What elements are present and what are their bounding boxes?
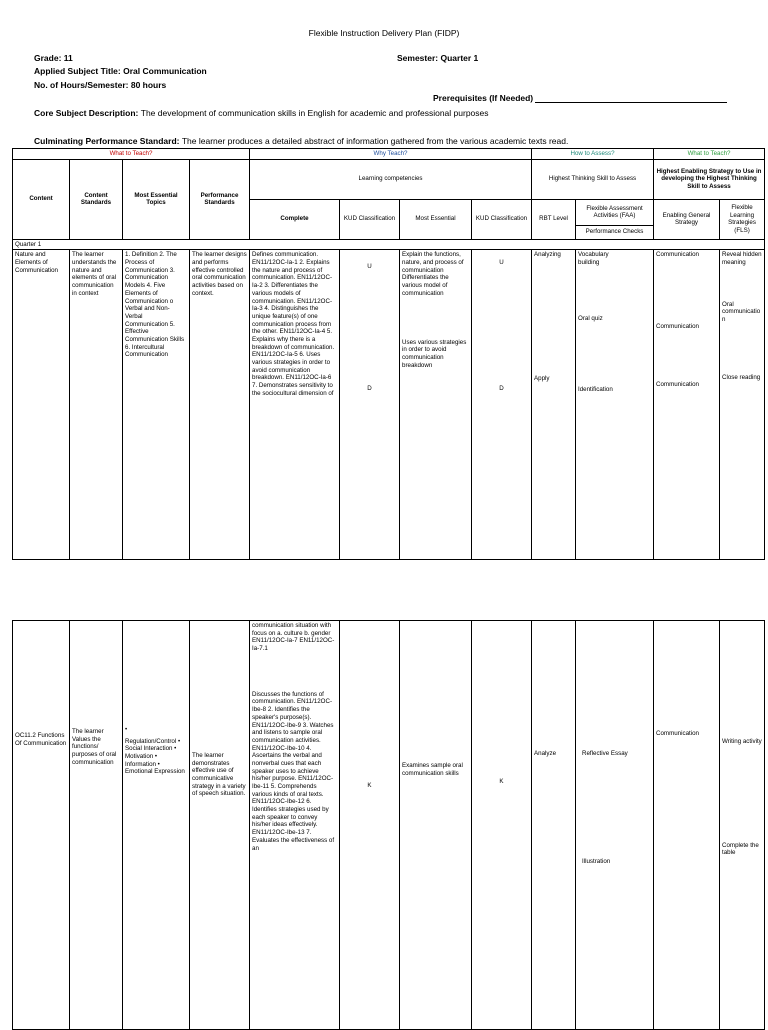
culminating-standard-line <box>34 136 568 146</box>
header-flexible-assessment-activities: Flexible Assessment Activities (FAA) <box>576 199 654 225</box>
row2-rbt-cell <box>532 621 576 1030</box>
header-row-1 <box>13 159 765 199</box>
header-rbt-level: RBT Level <box>532 199 576 239</box>
row2-kud2-cell <box>472 621 532 1030</box>
band-row <box>13 149 765 160</box>
row2-faa-reflective-essay: Reflective Essay <box>582 750 628 757</box>
header-complete: Complete <box>250 199 340 239</box>
band-what-to-teach-2: What to Teach? <box>654 149 765 160</box>
row2-topics-cell <box>123 621 190 1030</box>
row2-content-cell <box>13 621 70 1030</box>
row1-fls-b: Oral communication <box>722 300 761 324</box>
row2-content-standard: The learner Values the functions/ purposes of oral communication <box>72 728 117 766</box>
row1-essential-b: Uses various strategies in order to avoid communication breakdown <box>402 338 467 369</box>
row2-content: OC11.2 Functions Of Communication <box>15 732 67 747</box>
row1-content-standard: The learner understands the nature and elements of oral communication in context <box>70 250 123 560</box>
row2-rbt: Analyze <box>534 750 557 757</box>
row1-faa-identification: Identification <box>578 386 613 394</box>
band-why-teach: Why Teach? <box>250 149 532 160</box>
hours-value: 80 hours <box>130 80 167 90</box>
row1-fls-cell <box>720 250 765 560</box>
row1-kud2-d: D <box>499 385 504 393</box>
header-learning-competencies: Learning competencies <box>250 159 532 199</box>
row2-enabling: Communication <box>656 730 699 737</box>
row2-fls-b: Complete the table <box>722 841 759 857</box>
quarter-row <box>13 239 765 250</box>
row2-faa-cell <box>576 621 654 1030</box>
row1-performance-standard: The learner designs and performs effective controlled oral communication activities based on context. <box>190 250 250 560</box>
row2-kud-cell <box>340 621 400 1030</box>
header-kud-classification-2: KUD Classification <box>472 199 532 239</box>
row2-enabling-cell <box>654 621 720 1030</box>
subject-line <box>34 66 207 76</box>
row1-kud2-cell <box>472 250 532 560</box>
row2-complete-competencies: Discusses the functions of communication. EN11/12OC-Ibe-8 2. Identifies the speaker's purpose(s). EN11/12OC-Ibe-9 3. Watches and listens to sample oral communication activities. EN11/12OC-Ibe-10 4. Ascertains the verbal and nonverbal cues that each speaker uses to achieve his/her purpose. EN11/12OC-Ibe-11 5. Comprehends various kinds of oral texts. EN11/12OC-Ibe-12 6. Identifies strategies used by each speaker to convey his/her ideas effectively. EN11/12OC-Ibe-13 7. Evaluates the effectiveness of an <box>252 690 335 852</box>
row1-rbt-apply: Apply <box>534 375 550 383</box>
header-most-essential-topics: Most Essential Topics <box>123 159 190 239</box>
header-content: Content <box>13 159 70 239</box>
quarter-label: Quarter 1 <box>13 239 765 250</box>
header-flexible-learning-strategies: Flexible Learning Strategies (FLS) <box>720 199 765 239</box>
subject-label: Applied Subject Title: <box>34 66 121 76</box>
grade-line <box>34 53 73 63</box>
row1-enabling-cell <box>654 250 720 560</box>
row1-fls-a: Reveal hidden meaning <box>722 251 762 267</box>
row1-content: Nature and Elements of Communication <box>13 250 70 560</box>
row1-complete-competencies: Defines communication. EN11/12OC-Ia-1 2. Explains the nature and process of communication. EN11/12OC-Ia-2 3. Differentiates the various models of communication. EN11/12OC-Ia-3 4. Distinguishes the unique feature(s) of one communication process from the other. EN11/12OC-Ia-4 5. Explains why there is a breakdown of communication. EN11/12OC-Ia-5 6. Uses various strategies in order to avoid communication breakdown. EN11/12OC-Ia-6 7. Demonstrates sensitivity to the sociocultural dimension of <box>250 250 340 560</box>
semester-line <box>397 53 478 63</box>
row2-topics: Regulation/Control • Social Interaction • Motivation • Information • Emotional Expression <box>125 737 185 776</box>
row1-enabling-c: Communication <box>656 380 700 388</box>
core-description-line <box>34 108 489 118</box>
row1-kud-d: D <box>367 385 372 393</box>
header-highest-enabling-strategy: Highest Enabling Strategy to Use in developing the Highest Thinking Skill to Assess <box>654 159 765 199</box>
fidp-table-page-2 <box>12 620 765 1030</box>
fidp-table-page-1 <box>12 148 765 560</box>
header-enabling-general-strategy: Enabling General Strategy <box>654 199 720 239</box>
row2-essential-cell <box>400 621 472 1030</box>
row1-faa-cell <box>576 250 654 560</box>
document-title: Flexible Instruction Delivery Plan (FIDP) <box>308 28 460 38</box>
row2-faa-illustration: Illustration <box>582 857 611 865</box>
core-description-label: Core Subject Description: <box>34 108 139 118</box>
hours-label: No. of Hours/Semester: <box>34 80 129 90</box>
row1-enabling-a: Communication <box>656 251 700 259</box>
culminating-standard-text: The learner produces a detailed abstract of information gathered from the various academic texts read. <box>181 136 569 146</box>
row1-topics: 1. Definition 2. The Process of Communication 3. Communication Models 4. Five Elements of Communication o Verbal and Non-Verbal Communication 5. Effective Communication Skills 6. Intercultural Communication <box>123 250 190 560</box>
row1-fls-c: Close reading <box>722 373 761 381</box>
row1-kud2-u: U <box>499 259 504 267</box>
culminating-standard-label: Culminating Performance Standard: <box>34 136 180 146</box>
header-kud-classification-1: KUD Classification <box>340 199 400 239</box>
grade-label: Grade: <box>34 53 62 63</box>
row1-faa-oral-quiz: Oral quiz <box>578 314 603 322</box>
row1-enabling-b: Communication <box>656 323 700 331</box>
band-what-to-teach: What to Teach? <box>13 149 250 160</box>
header-highest-thinking-skill: Highest Thinking Skill to Assess <box>532 159 654 199</box>
prerequisites-line <box>433 93 727 103</box>
row2-topics-bullet: • <box>125 726 128 733</box>
header-performance-checks: Performance Checks <box>576 225 654 239</box>
row1-faa-vocabulary: Vocabulary building <box>578 251 609 267</box>
row1-rbt-analyzing: Analyzing <box>534 251 561 259</box>
row2-complete-cell <box>250 621 340 1030</box>
header-performance-standards: Performance Standards <box>190 159 250 239</box>
table-row <box>13 621 765 1030</box>
table-row <box>13 250 765 560</box>
prerequisites-blank <box>535 94 727 103</box>
prerequisites-label: Prerequisites (If Needed) <box>433 93 534 103</box>
row2-complete-top: communication situation with focus on a. culture b. gender EN11/12OC-Ia-7 EN11/12OC-Ia-7.1 <box>252 622 335 653</box>
hours-line <box>34 80 166 90</box>
row1-essential-a: Explain the functions, nature, and process of communication Differentiates the various model of communication <box>402 251 464 297</box>
row2-essential: Examines sample oral communication skills <box>402 762 463 777</box>
row2-kud2: K <box>499 778 504 785</box>
row2-fls-a: Writing activity <box>722 738 762 745</box>
band-how-to-assess: How to Assess? <box>532 149 654 160</box>
row2-standard-cell <box>70 621 123 1030</box>
row2-kud: K <box>367 782 372 789</box>
row2-fls-cell <box>720 621 765 1030</box>
core-description-text: The development of communication skills in English for academic and professional purposes <box>140 108 489 118</box>
row2-performance-cell <box>190 621 250 1030</box>
row1-rbt-cell <box>532 250 576 560</box>
semester-value: Quarter 1 <box>440 53 479 63</box>
semester-label: Semester: <box>397 53 439 63</box>
subject-value: Oral Communication <box>123 66 207 76</box>
header-most-essential: Most Essential <box>400 199 472 239</box>
row2-performance-standard: The learner demonstrates effective use of communicative strategy in a variety of speech situation. <box>192 752 246 798</box>
row1-kud-u: U <box>367 263 372 271</box>
grade-value: 11 <box>63 53 73 63</box>
row1-kud-cell <box>340 250 400 560</box>
row1-essential-cell <box>400 250 472 560</box>
header-content-standards: Content Standards <box>70 159 123 239</box>
